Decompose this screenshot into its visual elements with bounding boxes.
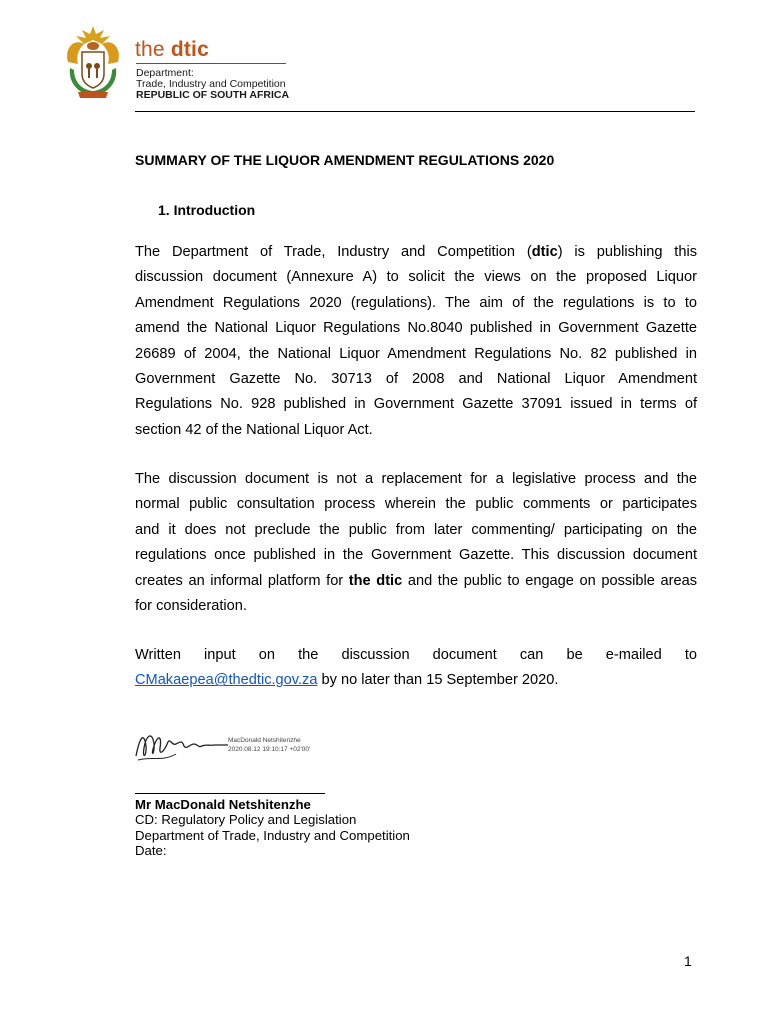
date-label: Date: <box>135 843 167 858</box>
dept-name: Trade, Industry and Competition <box>136 78 286 90</box>
signatory-name: Mr MacDonald Netshitenzhe <box>135 797 311 812</box>
document-title: SUMMARY OF THE LIQUOR AMENDMENT REGULATIONS 2020 <box>135 152 555 168</box>
paragraph-introduction <box>135 240 697 443</box>
paragraph-line: Amendment Regulations 2020 (regulations). The aim of the regulations is to to <box>135 294 697 311</box>
paragraph-line: normal public consultation process wherein the public comments or participates <box>135 496 697 513</box>
logo-divider <box>136 63 286 64</box>
signatory-department: Department of Trade, Industry and Competition <box>135 828 410 843</box>
signatory-title: CD: Regulatory Policy and Legislation <box>135 812 357 827</box>
paragraph-line: creates an informal platform for the dtic and the public to engage on possible areas <box>135 572 698 589</box>
paragraph-line: 26689 of 2004, the National Liquor Amendment Regulations No. 82 published in <box>135 345 697 362</box>
email-link[interactable]: CMakaepea@thedtic.gov.za <box>135 672 318 689</box>
paragraph-line: amend the National Liquor Regulations No.8040 published in Government Gazette <box>135 320 697 337</box>
paragraph-line: Regulations No. 928 published in Government Gazette 37091 issued in terms of <box>135 396 697 413</box>
country-name: REPUBLIC OF SOUTH AFRICA <box>136 89 290 101</box>
handwritten-signature <box>132 726 312 766</box>
paragraph-line: The discussion document is not a replacement for a legislative process and the <box>135 471 697 487</box>
paragraph-line: section 42 of the National Liquor Act. <box>135 421 373 438</box>
paragraph-line: Written input on the discussion document can be e-mailed to <box>135 647 697 663</box>
paragraph-line: discussion document (Annexure A) to solicit the views on the proposed Liquor <box>135 269 697 286</box>
section-heading: 1. Introduction <box>158 202 256 218</box>
digital-signature-name: MacDonald Netshitenzhe <box>228 737 301 744</box>
paragraph-line: The Department of Trade, Industry and Competition (dtic) is publishing this <box>135 244 698 260</box>
signature-line <box>135 793 325 794</box>
paragraph-line: regulations once published in the Government Gazette. This discussion document <box>135 547 697 564</box>
paragraph-line: for consideration. <box>135 597 247 614</box>
paragraph-discussion <box>135 467 697 619</box>
coat-of-arms-icon <box>60 22 126 102</box>
paragraph-line: CMakaepea@thedtic.gov.za by no later than 15 September 2020. <box>135 672 559 689</box>
paragraph-submission <box>135 643 697 694</box>
paragraph-line: Government Gazette No. 30713 of 2008 and National Liquor Amendment <box>135 370 697 387</box>
paragraph-line: and it does not preclude the public from later commenting/ participating on the <box>135 521 697 538</box>
header-divider <box>135 111 695 112</box>
page-number: 1 <box>684 953 692 969</box>
logo-wordmark: the dtic <box>135 38 209 61</box>
dept-label: Department: <box>136 67 194 79</box>
digital-signature-date: 2020.08.12 19:10:17 +02'00' <box>228 746 311 753</box>
